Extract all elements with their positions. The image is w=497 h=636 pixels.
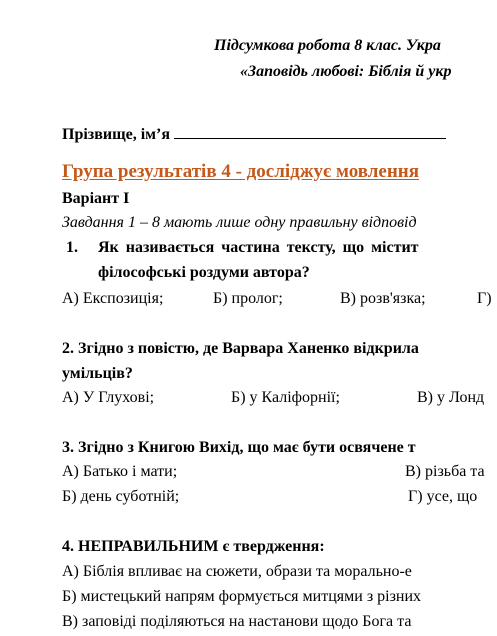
q2-option-c: В) у Лонд [417,389,485,406]
q2-text-line2: умільців? [62,365,133,382]
header-title-line2: «Заповідь любові: Біблія й укр [240,63,452,80]
q3-option-b: Б) день суботній; [62,488,180,505]
q3-option-c: В) різьба та [405,463,485,480]
q4-text-line1: 4. НЕПРАВИЛЬНИМ є твердження: [62,538,325,555]
q4-option-b: Б) мистецький напрям формується митцями з різних [62,588,422,605]
q4-option-c: В) заповіді поділяються на настанови щодо Бога та [62,613,412,630]
q1-number: 1. [66,239,78,256]
variant-label: Варіант І [62,190,130,207]
q4-option-a: А) Біблія впливає на сюжети, образи та морально-е [62,563,412,580]
q3-option-d: Г) усе, що [408,488,478,505]
instruction-text: Завдання 1 – 8 мають лише одну правильну відповід [62,214,417,231]
q2-text-line1: 2. Згідно з повістю, де Варвара Ханенко відкрила [62,340,419,357]
group-title: Група результатів 4 - досліджує мовлення [62,161,420,182]
q2-option-a: А) У Глухові; [62,389,155,406]
q3-option-a: А) Батько і мати; [62,463,178,480]
q1-text-line1: Як називається частина тексту, що містит [98,239,419,256]
name-input-blank[interactable] [174,124,446,139]
header-title-line1: Підсумкова робота 8 клас. Укра [214,37,441,54]
q1-option-a: А) Експозиція; [62,290,164,307]
q2-option-b: Б) у Каліфорнії; [231,389,340,406]
q1-option-b: Б) пролог; [213,290,283,307]
q3-text-line1: 3. Згідно з Книгою Вихід, що має бути освячене т [62,439,416,456]
q1-option-d: Г) [477,290,492,307]
name-field-label: Прізвище, ім’я [62,126,171,143]
q1-option-c: В) розв'язка; [340,290,426,307]
name-field [62,124,446,145]
q1-text-line2: філософські роздуми автора? [98,264,310,281]
